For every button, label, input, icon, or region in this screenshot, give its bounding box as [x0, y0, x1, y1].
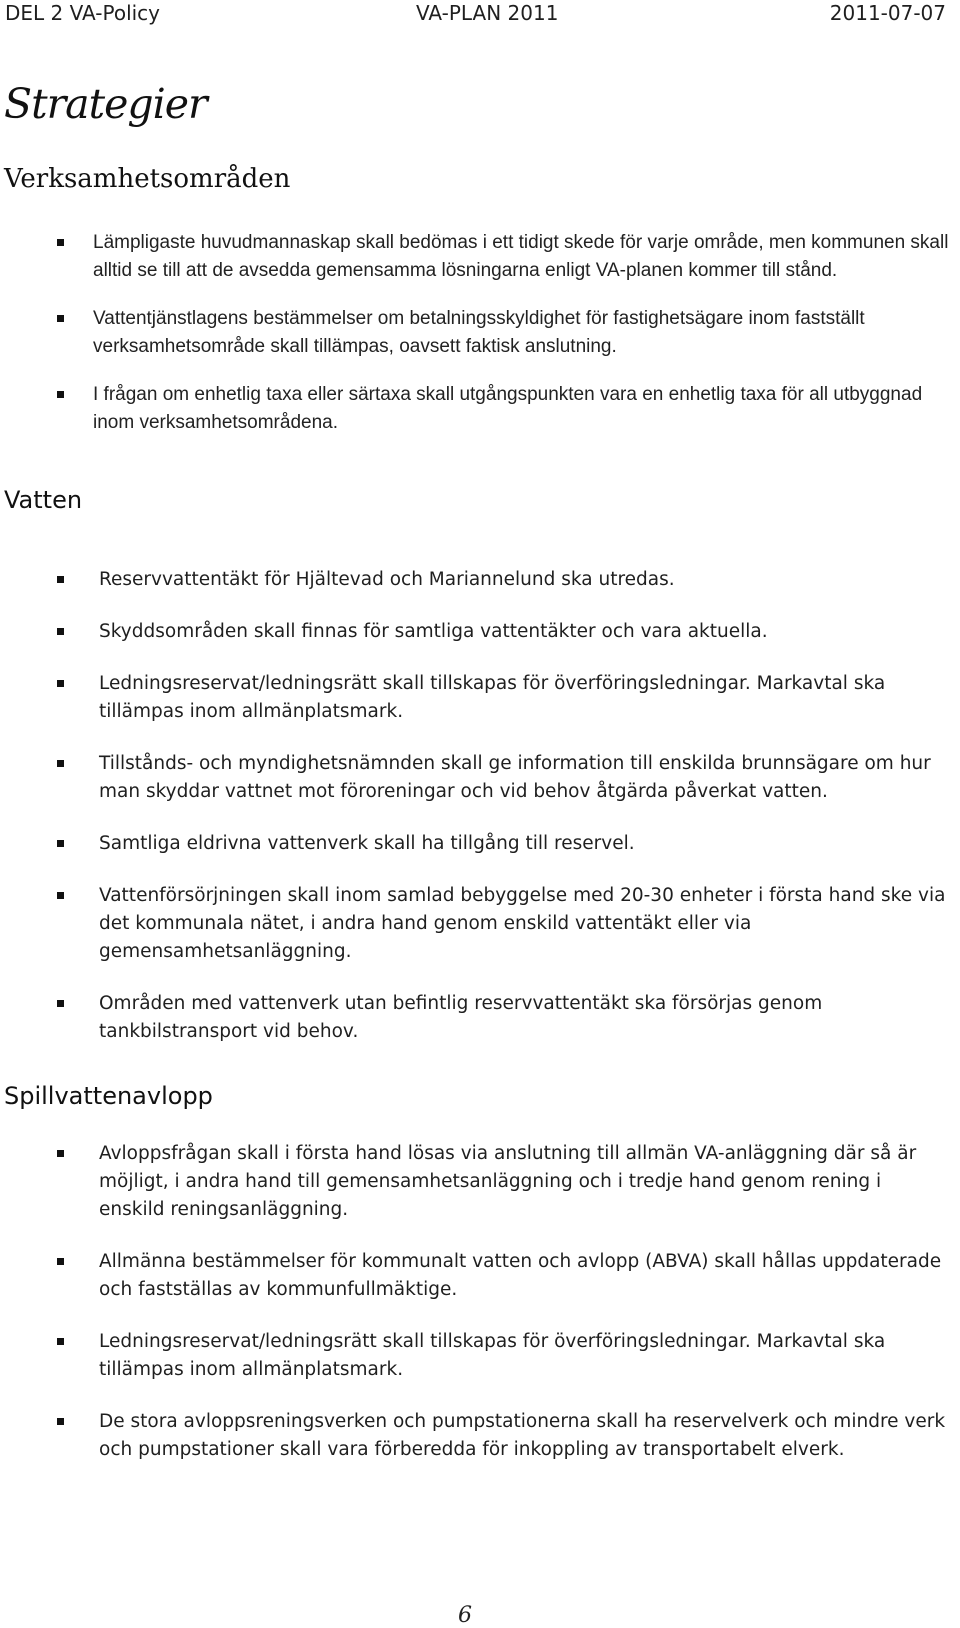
- list-item-text: Reservvattentäkt för Hjältevad och Mariannelund ska utredas.: [99, 569, 675, 590]
- list-item-text: Vattenförsörjningen skall inom samlad bebyggelse med 20-30 enheter i första hand ske via det kommunala nätet, i andra hand genom enskild vattentäkt eller via gemensamhetsanläggning.: [99, 885, 946, 962]
- list-item: [57, 882, 952, 966]
- list-item-text: Allmänna bestämmelser för kommunalt vatten och avlopp (ABVA) skall hållas uppdaterade och fastställas av kommunfullmäktige.: [99, 1251, 942, 1300]
- square-bullet-icon: [57, 315, 64, 322]
- header-date: 2011-07-07: [829, 1, 946, 25]
- page-number: 6: [458, 1603, 472, 1628]
- square-bullet-icon: [57, 1000, 64, 1007]
- list-item-text: Vattentjänstlagens bestämmelser om betalningsskyldighet för fastighetsägare inom fastställt verksamhetsområde skall tillämpas, oavsett faktisk anslutning.: [93, 308, 865, 357]
- section-list-vatten: [57, 566, 952, 1046]
- list-item: [57, 229, 952, 285]
- section-list-verksamhetsomraden: [57, 229, 952, 437]
- header-plan-name: VA-PLAN 2011: [416, 1, 559, 25]
- list-item: [57, 1248, 952, 1304]
- square-bullet-icon: [57, 1258, 64, 1265]
- square-bullet-icon: [57, 391, 64, 398]
- header-document-part: DEL 2 VA-Policy: [5, 1, 161, 25]
- square-bullet-icon: [57, 576, 64, 583]
- square-bullet-icon: [57, 680, 64, 687]
- list-item-text: Avloppsfrågan skall i första hand lösas via anslutning till allmän VA-anläggning där så är möjligt, i andra hand till gemensamhetsanläggning och i tredje hand genom rening i enskild reningsanläggning.: [99, 1143, 917, 1220]
- list-item: [57, 670, 952, 726]
- list-item: [57, 566, 952, 594]
- section-heading-vatten: Vatten: [4, 486, 83, 514]
- section-heading-spillvattenavlopp: Spillvattenavlopp: [4, 1082, 213, 1110]
- square-bullet-icon: [57, 1418, 64, 1425]
- list-item-text: Samtliga eldrivna vattenverk skall ha tillgång till reservel.: [99, 833, 635, 854]
- list-item: [57, 830, 952, 858]
- list-item-text: I frågan om enhetlig taxa eller särtaxa skall utgångspunkten vara en enhetlig taxa för all utbyggnad inom verksamhetsområdena.: [93, 384, 923, 433]
- list-item: [57, 305, 952, 361]
- square-bullet-icon: [57, 840, 64, 847]
- section-list-spillvattenavlopp: [57, 1140, 952, 1464]
- list-item-text: Skyddsområden skall finnas för samtliga vattentäkter och vara aktuella.: [99, 621, 768, 642]
- page-header: [0, 0, 960, 30]
- list-item: [57, 618, 952, 646]
- list-item: [57, 1328, 952, 1384]
- list-item: [57, 1140, 952, 1224]
- square-bullet-icon: [57, 760, 64, 767]
- list-item-text: De stora avloppsreningsverken och pumpstationerna skall ha reservelverk och mindre verk och pumpstationer skall vara förberedda för inkoppling av transportabelt elverk.: [99, 1411, 946, 1460]
- section-heading-verksamhetsomraden: Verksamhetsområden: [4, 164, 291, 194]
- list-item: [57, 1408, 952, 1464]
- list-item-text: Tillstånds- och myndighetsnämnden skall ge information till enskilda brunnsägare om hur man skyddar vattnet mot föroreningar och vid behov åtgärda påverkat vatten.: [99, 753, 931, 802]
- square-bullet-icon: [57, 892, 64, 899]
- list-item-text: Områden med vattenverk utan befintlig reservvattentäkt ska försörjas genom tankbilstransport vid behov.: [99, 993, 823, 1042]
- list-item: [57, 990, 952, 1046]
- square-bullet-icon: [57, 239, 64, 246]
- square-bullet-icon: [57, 628, 64, 635]
- list-item-text: Ledningsreservat/ledningsrätt skall tillskapas för överföringsledningar. Markavtal ska tillämpas inom allmänplatsmark.: [99, 673, 886, 722]
- square-bullet-icon: [57, 1150, 64, 1157]
- list-item-text: Lämpligaste huvudmannaskap skall bedömas i ett tidigt skede för varje område, men kommunen skall alltid se till att de avsedda gemensamma lösningarna enligt VA-planen kommer till stånd.: [93, 232, 949, 281]
- list-item-text: Ledningsreservat/ledningsrätt skall tillskapas för överföringsledningar. Markavtal ska tillämpas inom allmänplatsmark.: [99, 1331, 886, 1380]
- square-bullet-icon: [57, 1338, 64, 1345]
- list-item: [57, 750, 952, 806]
- page-title: Strategier: [4, 80, 207, 128]
- list-item: [57, 381, 952, 437]
